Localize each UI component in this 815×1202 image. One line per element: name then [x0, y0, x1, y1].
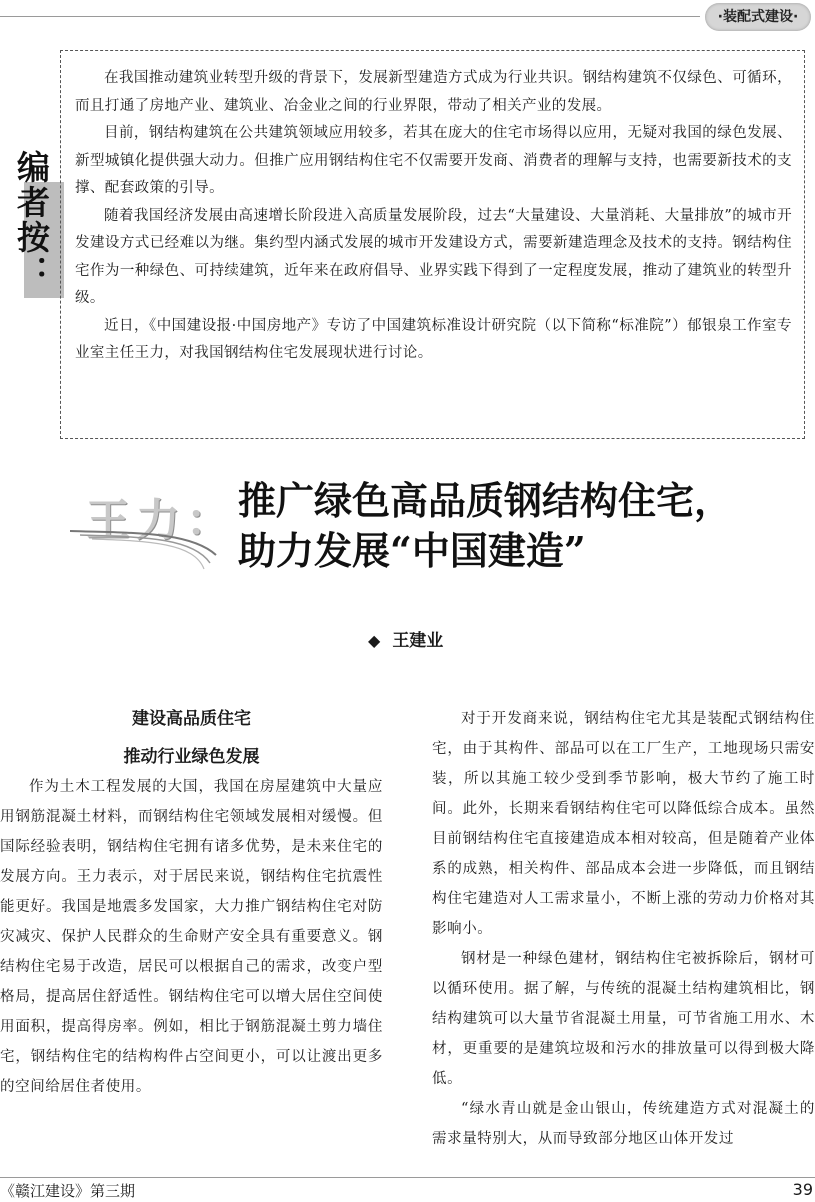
body-paragraph: 作为土木工程发展的大国，我国在房屋建筑中大量应用钢筋混凝土材料，而钢结构住宅领域发展相对缓慢。但国际经验表明，钢结构住宅拥有诸多优势，是未来住宅的发展方向。王力表示，对于居民来说，钢结构住宅抗震性能更好。我国是地震多发国家，大力推广钢结构住宅对防灾减灾、保护人民群众的生命财产安全具有重要意义。钢结构住宅易于改造，居民可以根据自己的需求，改变户型格局，提高居住舒适性。钢结构住宅可以增大居住空间使用面积，提高得房率。例如，相比于钢筋混凝土剪力墙住宅，钢结构住宅的结构构件占空间更小，可以让渡出更多的空间给居住者使用。	[0, 779, 383, 1095]
article-title-line-1: 推广绿色高品质钢结构住宅，	[238, 478, 733, 523]
byline	[368, 626, 443, 651]
section-tag: ·装配式建设·	[705, 3, 811, 31]
editor-note-paragraph: 近日，《中国建设报·中国房地产》专访了中国建筑标准设计研究院（以下简称“标准院”）郁银泉工作室专业室主任王力，对我国钢结构住宅发展现状进行讨论。	[75, 317, 792, 361]
decorative-swoosh	[70, 525, 220, 575]
subhead-2: 推动行业绿色发展	[123, 747, 260, 767]
left-column	[0, 704, 383, 1102]
journal-name: 《赣江建设》第三期	[0, 1182, 136, 1200]
body-paragraph: 钢材是一种绿色建材，钢结构住宅被拆除后，钢材可以循环使用。据了解，与传统的混凝土结构建筑相比，钢结构建筑可以大量节省混凝土用量，可节省施工用水、木材，更重要的是建筑垃圾和污水的排放量可以得到极大降低。	[432, 951, 815, 1087]
right-column	[432, 704, 815, 1154]
editor-note-paragraph: 目前，钢结构建筑在公共建筑领域应用较多，若其在庞大的住宅市场得以应用，无疑对我国的绿色发展、新型城镇化提供强大动力。但推广应用钢结构住宅不仅需要开发商、消费者的理解与支持，也需要新技术的支撑、配套政策的引导。	[75, 125, 792, 196]
footer-rule	[0, 1177, 815, 1178]
article-title	[238, 476, 798, 576]
diamond-icon: ◆	[368, 631, 381, 650]
editor-note-paragraph: 在我国推动建筑业转型升级的背景下，发展新型建造方式成为行业共识。钢结构建筑不仅绿色、可循环，而且打通了房地产业、建筑业、冶金业之间的行业界限，带动了相关产业的发展。	[75, 70, 792, 114]
body-paragraph: 对于开发商来说，钢结构住宅尤其是装配式钢结构住宅，由于其构件、部品可以在工厂生产，工地现场只需安装，所以其施工较少受到季节影响，极大节约了施工时间。此外，长期来看钢结构住宅可以降低综合成本。虽然目前钢结构住宅直接建造成本相对较高，但是随着产业体系的成熟，相关构件、部品成本会进一步降低，而且钢结构住宅建造对人工需求量小，不断上涨的劳动力价格对其影响小。	[432, 711, 815, 937]
editor-note-paragraph: 随着我国经济发展由高速增长阶段进入高质量发展阶段，过去“大量建设、大量消耗、大量排放”的城市开发建设方式已经难以为继。集约型内涵式发展的城市开发建设方式，需要新建造理念及技术的支持。钢结构住宅作为一种绿色、可持续建筑，近年来在政府倡导、业界实践下得到了一定程度发展，推动了建筑业的转型升级。	[75, 207, 792, 306]
header-rule	[0, 16, 700, 17]
body-paragraph: “绿水青山就是金山银山，传统建造方式对混凝土的需求量特别大，从而导致部分地区山体开发过	[432, 1101, 815, 1147]
editor-note-label: 编者按：	[12, 150, 51, 290]
author-name: 王建业	[392, 631, 444, 651]
page-number: 39	[792, 1180, 813, 1199]
subhead-1: 建设高品质住宅	[132, 709, 251, 729]
article-title-line-2: 助力发展“中国建造”	[238, 528, 586, 573]
editor-note-box	[60, 50, 805, 439]
interviewee-name: 王力：	[86, 495, 236, 546]
